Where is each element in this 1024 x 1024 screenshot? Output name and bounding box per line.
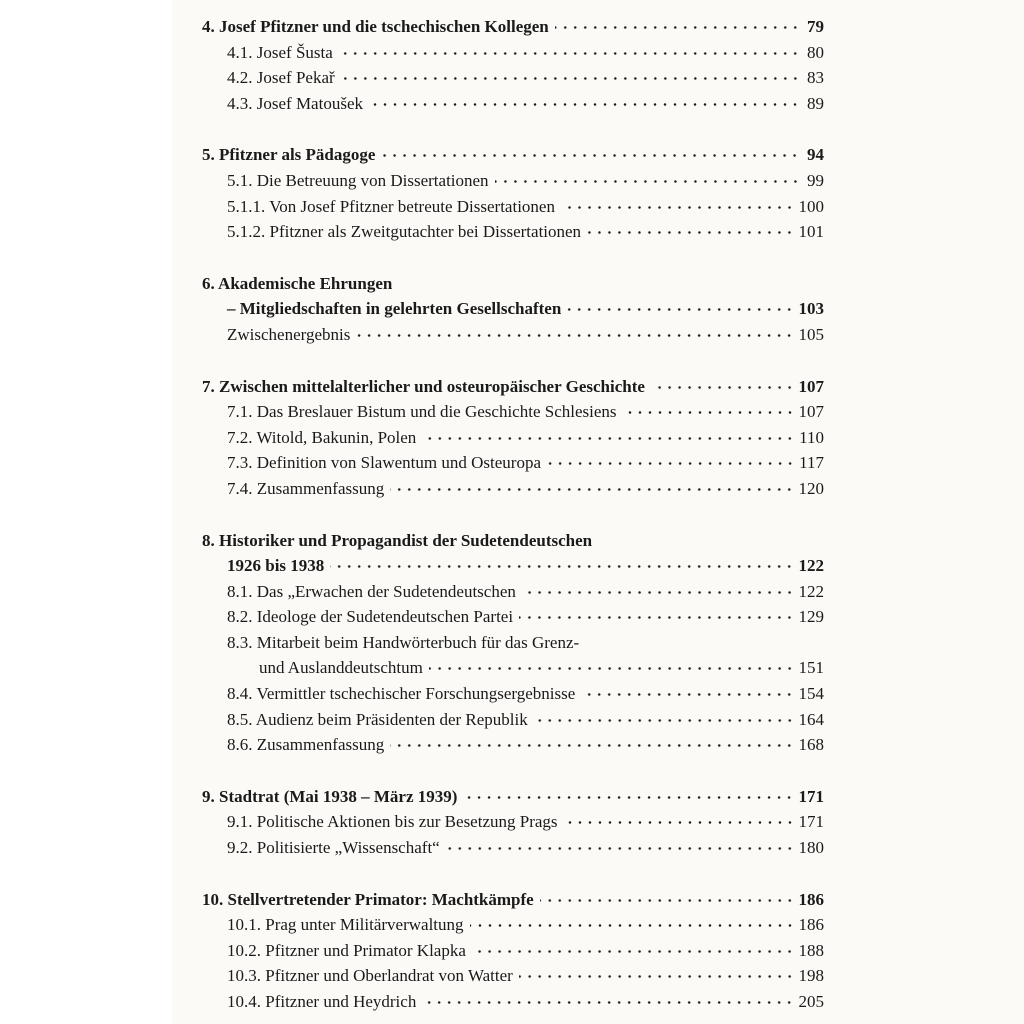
toc-entry-title: 4.2. Josef Pekař (227, 68, 335, 88)
toc-entry-title: 4.1. Josef Šusta (227, 42, 333, 62)
toc-chapter-entry[interactable] (202, 14, 824, 40)
toc-entry-title: 8.3. Mitarbeit beim Handwörterbuch für das Grenz- (227, 632, 580, 652)
toc-page-number: 80 (807, 42, 824, 62)
toc-page-number: 151 (798, 658, 824, 678)
toc-entry-title: Zwischenergebnis (227, 324, 351, 344)
toc-entry-title: 10.2. Pfitzner und Primator Klapka (227, 940, 466, 960)
toc-page-number: 205 (798, 992, 824, 1011)
dot-leader (390, 488, 794, 491)
toc-entry-title: 4. Josef Pfitzner und die tschechischen Kollegen (202, 17, 549, 36)
toc-subentry[interactable] (202, 963, 824, 989)
toc-page-number: 154 (798, 684, 824, 704)
toc-section (202, 528, 824, 758)
toc-chapter-entry[interactable] (202, 528, 824, 554)
toc-subentry[interactable] (202, 630, 824, 656)
dot-leader (495, 180, 800, 183)
toc-page-number: 164 (798, 709, 824, 729)
dot-leader (356, 334, 794, 337)
toc-entry-title: 4.3. Josef Matoušek (227, 93, 363, 113)
toc-entry-title: 8.4. Vermittler tschechischer Forschungsergebnisse (227, 684, 576, 704)
toc-entry-title: 10. Stellvertretender Primator: Machtkämpfe (202, 889, 534, 909)
toc-section (202, 14, 824, 116)
toc-page-number: 186 (798, 915, 824, 935)
toc-entry-title: 7.2. Witold, Bakunin, Polen (227, 427, 417, 447)
toc-page-number: 101 (798, 222, 824, 242)
toc-entry-title: – Mitgliedschaften in gelehrten Gesellschaften (227, 299, 562, 319)
toc-subentry[interactable] (202, 425, 824, 451)
toc-entry-title: 7.3. Definition von Slawentum und Osteuropa (227, 453, 541, 473)
toc-subentry[interactable] (202, 989, 824, 1015)
toc-subentry[interactable] (202, 835, 824, 861)
dot-leader (330, 565, 794, 568)
dot-leader (540, 899, 795, 902)
section-gap (202, 116, 824, 142)
toc-subentry[interactable] (202, 322, 824, 348)
dot-leader (381, 154, 800, 157)
section-gap (202, 502, 824, 528)
toc-section (202, 784, 824, 861)
toc-page-number: 122 (798, 556, 824, 576)
toc-page-number: 79 (807, 17, 824, 36)
toc-entry-title: 7. Zwischen mittelalterlicher und osteuropäischer Geschichte (202, 376, 645, 396)
toc-entry-title: 5. Pfitzner als Pädagoge (202, 145, 376, 165)
toc-entry-title: 7.1. Das Breslauer Bistum und die Geschichte Schlesiens (227, 402, 617, 422)
toc-page-number: 129 (798, 607, 824, 627)
toc-entry-title: 10.1. Prag unter Militärverwaltung (227, 915, 464, 935)
toc-subentry[interactable] (202, 476, 824, 502)
toc-subentry[interactable] (202, 399, 824, 425)
toc-page-number: 100 (798, 196, 824, 216)
toc-subentry[interactable] (202, 40, 824, 66)
toc-chapter-entry[interactable] (202, 374, 824, 400)
dot-leader (555, 26, 800, 29)
dot-leader (587, 231, 794, 234)
dot-leader (422, 1001, 794, 1004)
toc-page-number: 186 (798, 889, 824, 909)
table-of-contents (202, 14, 824, 1015)
toc-subentry[interactable] (202, 91, 824, 117)
section-gap (202, 348, 824, 374)
toc-chapter-entry[interactable] (202, 553, 824, 579)
toc-entry-title: 1926 bis 1938 (227, 556, 325, 576)
dot-leader (564, 821, 795, 824)
toc-subentry[interactable] (202, 912, 824, 938)
toc-subentry[interactable] (202, 168, 824, 194)
toc-entry-title: 7.4. Zusammenfassung (227, 478, 385, 498)
toc-chapter-entry[interactable] (202, 296, 824, 322)
toc-entry-title: 8. Historiker und Propagandist der Sudetendeutschen (202, 530, 593, 550)
toc-entry-title: 8.6. Zusammenfassung (227, 735, 385, 755)
toc-entry-title: 9.2. Politisierte „Wissenschaft“ (227, 838, 440, 858)
toc-section (202, 142, 824, 244)
toc-entry-title: 10.4. Pfitzner und Heydrich (227, 992, 417, 1011)
toc-entry-title: 9.1. Politische Aktionen bis zur Besetzung Prags (227, 812, 558, 832)
toc-page-number: 99 (807, 170, 824, 190)
toc-section (202, 271, 824, 348)
toc-subentry[interactable] (202, 219, 824, 245)
toc-page-number: 171 (798, 812, 824, 832)
toc-page-number: 122 (798, 581, 824, 601)
toc-page-number: 83 (807, 68, 824, 88)
dot-leader (390, 744, 794, 747)
toc-entry-title: 8.5. Audienz beim Präsidenten der Republik (227, 709, 528, 729)
dot-leader (339, 52, 800, 55)
toc-subentry[interactable] (202, 681, 824, 707)
dot-leader (522, 591, 795, 594)
dot-leader (472, 950, 795, 953)
dot-leader (341, 77, 800, 80)
dot-leader (547, 462, 795, 465)
toc-chapter-entry[interactable] (202, 142, 824, 168)
dot-leader (429, 667, 795, 670)
toc-page-number: 107 (798, 376, 824, 396)
dot-leader (651, 386, 795, 389)
toc-subentry[interactable] (202, 194, 824, 220)
toc-subentry[interactable] (202, 732, 824, 758)
dot-leader (581, 693, 794, 696)
toc-subentry[interactable] (202, 938, 824, 964)
toc-section (202, 887, 824, 1015)
dot-leader (446, 847, 795, 850)
toc-page-number: 117 (799, 453, 824, 473)
toc-entry-title: 5.1.1. Von Josef Pfitzner betreute Dissertationen (227, 196, 555, 216)
toc-page-number: 107 (798, 402, 824, 422)
toc-subentry[interactable] (202, 655, 824, 681)
toc-page-number: 103 (798, 299, 824, 319)
toc-entry-title: 6. Akademische Ehrungen (202, 273, 393, 293)
section-gap (202, 861, 824, 887)
dot-leader (561, 206, 795, 209)
toc-page-number: 120 (798, 478, 824, 498)
toc-subentry[interactable] (202, 450, 824, 476)
toc-section (202, 374, 824, 502)
toc-subentry[interactable] (202, 604, 824, 630)
toc-entry-title: 9. Stadtrat (Mai 1938 – März 1939) (202, 786, 458, 806)
dot-leader (519, 616, 794, 619)
toc-page-number: 105 (798, 324, 824, 344)
toc-chapter-entry[interactable] (202, 784, 824, 810)
section-gap (202, 245, 824, 271)
dot-leader (369, 103, 800, 106)
toc-page-number: 110 (799, 427, 824, 447)
toc-entry-title: 8.2. Ideologe der Sudetendeutschen Partei (227, 607, 514, 627)
toc-page-number: 94 (807, 145, 824, 165)
toc-page-number: 198 (798, 966, 824, 986)
dot-leader (623, 411, 795, 414)
dot-leader (534, 719, 795, 722)
dot-leader (470, 924, 795, 927)
toc-subentry[interactable] (202, 65, 824, 91)
dot-leader (422, 437, 795, 440)
toc-page-number: 180 (798, 838, 824, 858)
toc-chapter-entry[interactable] (202, 271, 824, 297)
toc-entry-title: 8.1. Das „Erwachen der Sudetendeutschen (227, 581, 516, 601)
section-gap (202, 758, 824, 784)
toc-subentry[interactable] (202, 707, 824, 733)
toc-entry-title: 5.1.2. Pfitzner als Zweitgutachter bei Dissertationen (227, 222, 582, 242)
toc-page-number: 168 (798, 735, 824, 755)
toc-page-number: 171 (798, 786, 824, 806)
toc-subentry[interactable] (202, 579, 824, 605)
toc-entry-title: und Auslanddeutschtum (259, 658, 423, 678)
toc-subentry[interactable] (202, 809, 824, 835)
dot-leader (463, 796, 794, 799)
dot-leader (519, 975, 795, 978)
toc-chapter-entry[interactable] (202, 887, 824, 913)
toc-entry-title: 10.3. Pfitzner und Oberlandrat von Watter (227, 966, 513, 986)
dot-leader (567, 308, 794, 311)
toc-entry-title: 5.1. Die Betreuung von Dissertationen (227, 170, 489, 190)
toc-page-number: 188 (798, 940, 824, 960)
toc-page-number: 89 (807, 93, 824, 113)
